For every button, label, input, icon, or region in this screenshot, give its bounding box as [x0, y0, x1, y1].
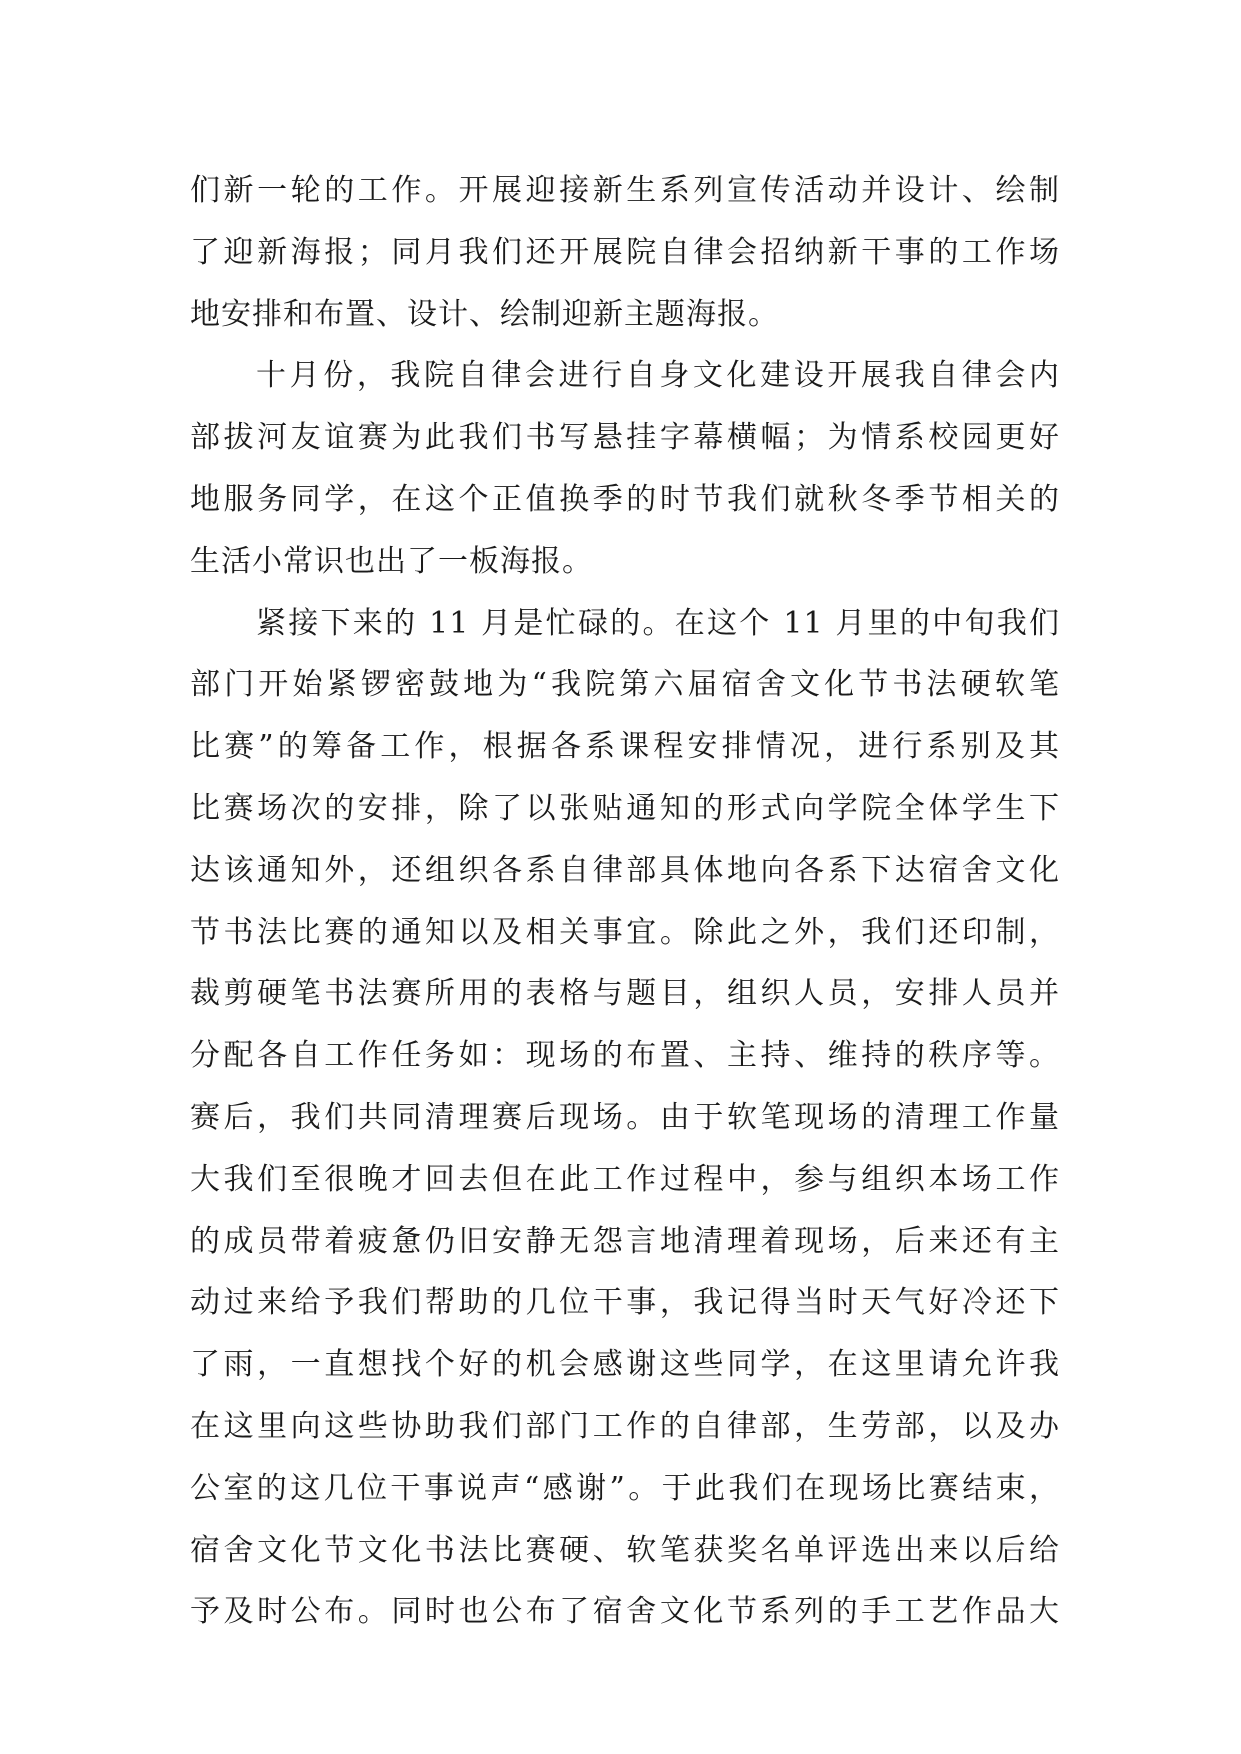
- text-line: 地服务同学，在这个正值换季的时节我们就秋冬季节相关的: [190, 481, 1060, 517]
- paragraph-first-line: 十月份，我院自律会进行自身文化建设开展我自律会内: [256, 358, 1060, 394]
- text-line: 予及时公布。同时也公布了宿舍文化节系列的手工艺作品大: [190, 1594, 1060, 1630]
- text-line: 动过来给予我们帮助的几位干事，我记得当时天气好冷还下: [190, 1285, 1060, 1321]
- text-line: 公室的这几位干事说声“感谢”。于此我们在现场比赛结束，: [190, 1470, 1060, 1506]
- text-line: 部拔河友谊赛为此我们书写悬挂字幕横幅；为情系校园更好: [190, 420, 1060, 456]
- text-line: 宿舍文化节文化书法比赛硬、软笔获奖名单评选出来以后给: [190, 1532, 1060, 1568]
- paragraph-first-line: 紧接下来的 11 月是忙碌的。在这个 11 月里的中旬我们: [256, 605, 1060, 641]
- text-line: 比赛场次的安排，除了以张贴通知的形式向学院全体学生下: [190, 790, 1060, 826]
- text-line: 分配各自工作任务如：现场的布置、主持、维持的秩序等。: [190, 1038, 1060, 1074]
- document-body: [190, 160, 1060, 1643]
- text-line: 赛后，我们共同清理赛后现场。由于软笔现场的清理工作量: [190, 1099, 1060, 1135]
- text-line: 们新一轮的工作。开展迎接新生系列宣传活动并设计、绘制: [190, 173, 1060, 208]
- text-line: 了雨，一直想找个好的机会感谢这些同学，在这里请允许我: [190, 1347, 1060, 1383]
- text-line: 大我们至很晚才回去但在此工作过程中，参与组织本场工作: [190, 1161, 1060, 1197]
- text-line: 了迎新海报；同月我们还开展院自律会招纳新干事的工作场: [190, 234, 1060, 270]
- text-line: 在这里向这些协助我们部门工作的自律部，生劳部，以及办: [190, 1408, 1060, 1444]
- text-line: 节书法比赛的通知以及相关事宜。除此之外，我们还印制，: [190, 914, 1060, 950]
- text-line: 部门开始紧锣密鼓地为“我院第六届宿舍文化节书法硬软笔: [190, 667, 1060, 703]
- text-line: 的成员带着疲惫仍旧安静无怨言地清理着现场，后来还有主: [190, 1223, 1060, 1259]
- text-line: 地安排和布置、设计、绘制迎新主题海报。: [190, 296, 779, 332]
- text-line: 裁剪硬笔书法赛所用的表格与题目，组织人员，安排人员并: [190, 976, 1060, 1012]
- text-line: 生活小常识也出了一板海报。: [190, 543, 593, 579]
- text-line: 比赛”的筹备工作，根据各系课程安排情况，进行系别及其: [190, 729, 1060, 765]
- text-line: 达该通知外，还组织各系自律部具体地向各系下达宿舍文化: [190, 852, 1060, 888]
